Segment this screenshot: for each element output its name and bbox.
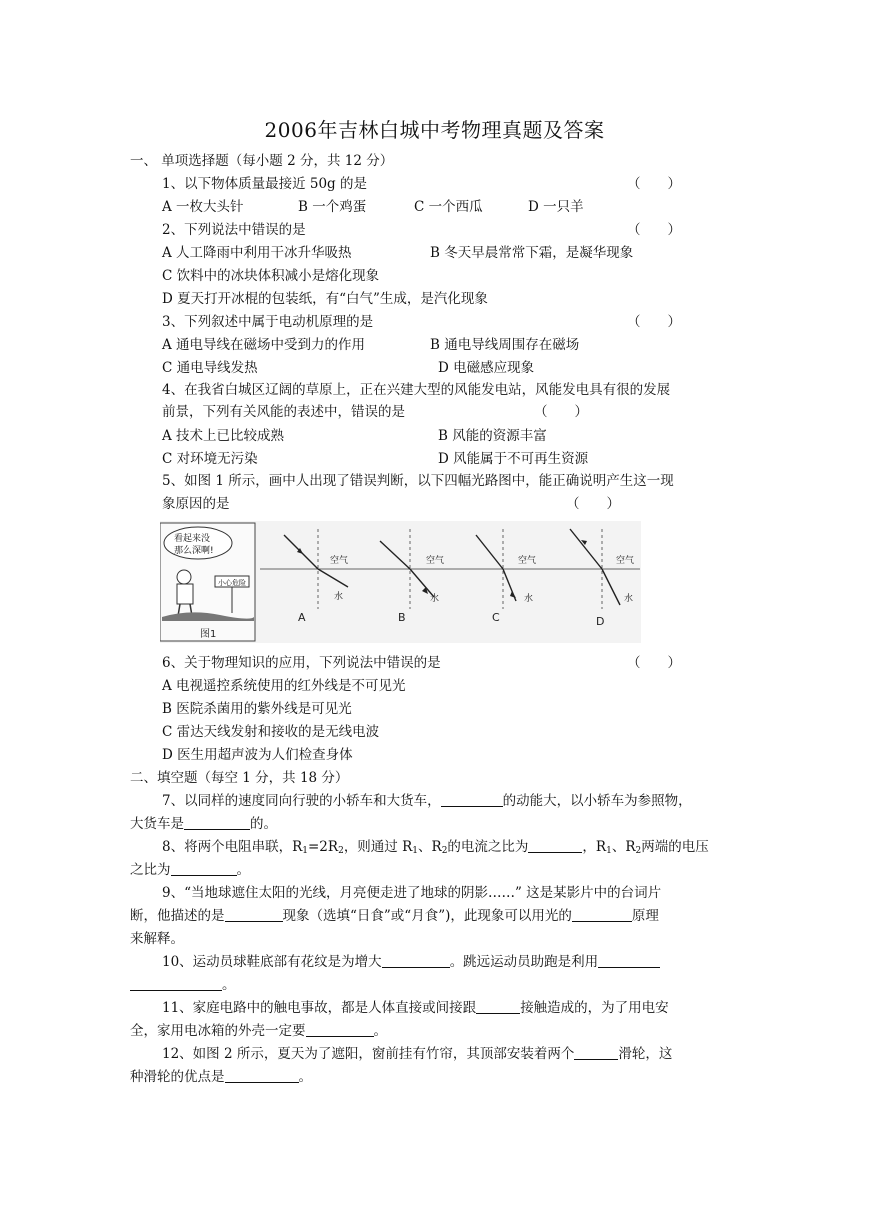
q3-option-d: D 电磁感应现象 — [438, 360, 535, 376]
air-label-d: 空气 — [616, 556, 635, 566]
q2-answer-paren: （ ） — [627, 222, 681, 238]
q11-line2 — [130, 1022, 387, 1040]
q9-text-d: 原理 — [631, 908, 659, 924]
q8-text-a: 8、将两个电阻串联，R — [162, 839, 303, 855]
q11-line1 — [162, 999, 669, 1017]
cartoon-panel — [160, 523, 255, 641]
q8-text-f: ，R — [582, 839, 607, 855]
q7-line1 — [162, 792, 692, 810]
q11-blank-2[interactable] — [306, 1022, 374, 1037]
q8-text-d: 、R — [418, 839, 442, 855]
q9-line1: 9、“当地球遮住太阳的光线，月亮便走进了地球的阴影……” 这是某影片中的台词片 — [162, 885, 662, 901]
q9-blank-2[interactable] — [572, 907, 632, 922]
q4-answer-paren: （ ） — [534, 404, 588, 420]
q8-sub-5: 1 — [606, 846, 612, 856]
q12-text-b: 滑轮，这 — [618, 1046, 673, 1062]
q8-line1 — [162, 838, 709, 860]
q5-answer-paren: （ ） — [566, 496, 620, 512]
q4-option-b: B 风能的资源丰富 — [438, 428, 547, 444]
q1-option-d: D 一只羊 — [528, 199, 584, 215]
q5-stem-line1: 5、如图 1 所示，画中人出现了错误判断，以下四幅光路图中，能正确说明产生这一现 — [162, 473, 674, 489]
q4-stem-line1: 4、在我省白城区辽阔的草原上，正在兴建大型的风能发电站，风能发电具有很的发展 — [162, 382, 671, 398]
q2-option-a: A 人工降雨中利用干冰升华吸热 — [162, 245, 352, 261]
air-label-c: 空气 — [518, 556, 537, 566]
q10-line1 — [162, 953, 660, 971]
q8-sub-3: 1 — [412, 846, 419, 856]
q3-option-b: B 通电导线周围存在磁场 — [430, 337, 580, 353]
water-label-b: 水 — [430, 594, 440, 604]
q6-option-d: D 医生用超声波为人们检查身体 — [162, 747, 353, 763]
q6-stem: 6、关于物理知识的应用，下列说法中错误的是 — [162, 655, 441, 671]
figure-caption: 图1 — [200, 629, 217, 640]
speech-line-1: 看起来没 — [174, 534, 211, 544]
person-body — [177, 584, 193, 604]
figure-1 — [160, 521, 641, 643]
q11-text-c: 全，家用电冰箱的外壳一定要 — [130, 1023, 306, 1039]
q12-text-d: 。 — [298, 1069, 312, 1085]
diagram-label-a: A — [298, 611, 306, 624]
q8-sub-1: 1 — [302, 846, 308, 856]
q8-text-i: 之比为 — [130, 862, 171, 878]
q8-sub-6: 2 — [635, 846, 642, 856]
air-label-b: 空气 — [426, 556, 445, 566]
section2-header: 二、填空题（每空 1 分，共 18 分） — [130, 770, 349, 786]
q9-line3: 来解释。 — [130, 931, 184, 947]
q2-stem: 2、下列说法中错误的是 — [162, 222, 306, 238]
q4-option-d: D 风能属于不可再生资源 — [438, 451, 589, 467]
q8-sub-4: 2 — [441, 846, 448, 856]
q10-blank-2a[interactable] — [598, 953, 660, 968]
q7-blank-1[interactable] — [441, 792, 503, 807]
air-label-a: 空气 — [330, 556, 349, 566]
q6-option-b: B 医院杀菌用的紫外线是可见光 — [162, 701, 352, 717]
q8-sub-2: 2 — [338, 846, 344, 856]
q10-line2 — [130, 976, 236, 994]
page-title: 2006年吉林白城中考物理真题及答案 — [264, 118, 605, 142]
q10-blank-2b[interactable] — [130, 976, 222, 991]
q9-blank-1[interactable] — [225, 907, 283, 922]
q4-option-a: A 技术上已比较成熟 — [162, 428, 285, 444]
q1-option-b: B 一个鸡蛋 — [298, 199, 367, 215]
q12-blank-2[interactable] — [225, 1068, 299, 1083]
q8-text-g: 、R — [611, 839, 636, 855]
speech-line-2: 那么深啊! — [174, 546, 214, 556]
q1-option-c: C 一个西瓜 — [414, 199, 483, 215]
q3-stem: 3、下列叙述中属于电动机原理的是 — [162, 314, 374, 330]
q10-text-b: 。跳远运动员助跑是利用 — [449, 954, 599, 970]
q3-option-c: C 通电导线发热 — [162, 360, 258, 376]
diagram-label-c: C — [492, 611, 500, 624]
q7-text-b: 的动能大，以小轿车为参照物， — [502, 793, 692, 809]
q6-option-c: C 雷达天线发射和接收的是无线电波 — [162, 724, 380, 740]
q7-blank-2[interactable] — [184, 815, 250, 830]
diagram-label-d: D — [596, 615, 605, 628]
q12-line1 — [162, 1045, 672, 1063]
q7-text-a: 7、以同样的速度同向行驶的小轿车和大货车， — [162, 793, 441, 809]
q4-stem-line2: 前景，下列有关风能的表述中，错误的是 — [162, 404, 405, 420]
warning-sign-text: 小心危险 — [218, 579, 246, 587]
q12-blank-1[interactable] — [574, 1045, 618, 1060]
q6-answer-paren: （ ） — [627, 655, 681, 671]
q8-blank-2[interactable] — [171, 861, 237, 876]
q10-text-c: 。 — [222, 977, 236, 993]
q9-text-c: 现象（选填“日食”或“月食”)，此现象可以用光的 — [282, 908, 572, 924]
q8-text-j: 。 — [236, 862, 250, 878]
q10-text-a: 10、运动员球鞋底部有花纹是为增大 — [162, 954, 382, 970]
q2-option-c: C 饮料中的冰块体积减小是熔化现象 — [162, 268, 380, 284]
q11-text-b: 接触造成的，为了用电安 — [520, 1000, 669, 1016]
section1-header: 一、 单项选择题（每小题 2 分，共 12 分） — [130, 153, 394, 169]
person-head — [177, 570, 191, 584]
q9-line2 — [130, 907, 659, 925]
q1-answer-paren: （ ） — [627, 176, 681, 192]
q7-text-c: 大货车是 — [130, 816, 184, 832]
q2-option-b: B 冬天早晨常常下霜，是凝华现象 — [430, 245, 634, 261]
water-label-c: 水 — [524, 594, 534, 604]
q12-text-a: 12、如图 2 所示，夏天为了遮阳，窗前挂有竹帘，其顶部安装着两个 — [162, 1046, 575, 1062]
q1-option-a: A 一枚大头针 — [162, 199, 244, 215]
q11-text-d: 。 — [373, 1023, 387, 1039]
q2-option-d: D 夏天打开冰棍的包装纸，有“白气”生成，是汽化现象 — [162, 291, 488, 307]
q7-text-d: 的。 — [250, 816, 277, 832]
q4-option-c: C 对环境无污染 — [162, 451, 258, 467]
q8-blank-1[interactable] — [528, 838, 582, 853]
figure-1-drawing — [160, 521, 641, 643]
q8-text-h: 两端的电压 — [641, 839, 709, 855]
q6-option-a: A 电视遥控系统使用的红外线是不可见光 — [162, 678, 406, 694]
q8-line2 — [130, 861, 250, 879]
q3-answer-paren: （ ） — [627, 314, 681, 330]
q10-blank-1[interactable] — [382, 953, 450, 968]
q5-stem-line2: 象原因的是 — [162, 496, 230, 512]
q7-line2 — [130, 815, 277, 833]
diagram-label-b: B — [398, 611, 406, 624]
q9-text-b: 断，他描述的是 — [130, 908, 225, 924]
water-label-a: 水 — [334, 592, 344, 602]
q11-text-a: 11、家庭电路中的触电事故，都是人体直接或间接跟 — [162, 1000, 477, 1016]
q8-text-b: =2R — [308, 839, 339, 855]
q11-blank-1[interactable] — [476, 999, 520, 1014]
q8-text-e: 的电流之比为 — [447, 839, 529, 855]
q12-line2 — [130, 1068, 312, 1086]
q3-option-a: A 通电导线在磁场中受到力的作用 — [162, 337, 366, 353]
q12-text-c: 种滑轮的优点是 — [130, 1069, 225, 1085]
water-label-d: 水 — [624, 594, 634, 604]
q8-text-c: ，则通过 R — [343, 839, 413, 855]
q1-stem: 1、以下物体质量最接近 50g 的是 — [162, 176, 367, 192]
